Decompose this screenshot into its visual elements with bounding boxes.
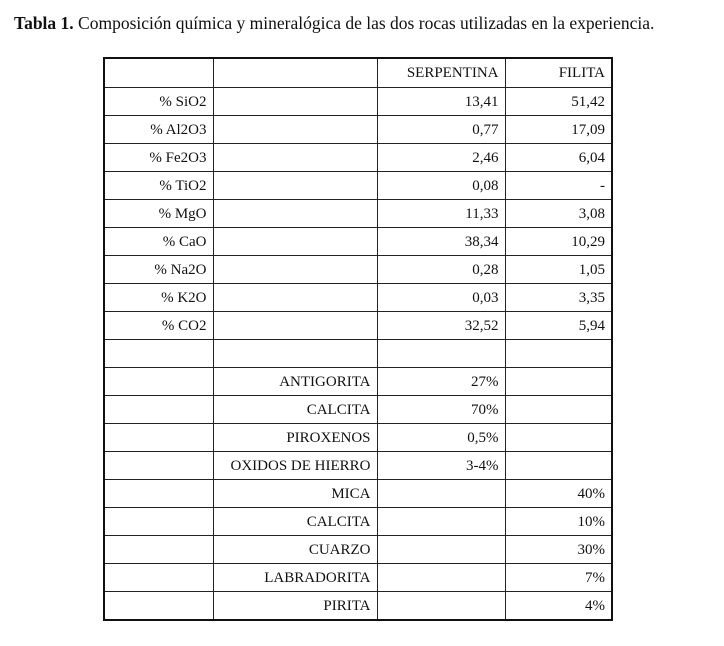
table-row bbox=[104, 172, 612, 200]
mineral-label: PIROXENOS bbox=[213, 424, 377, 452]
chemical-label: % CaO bbox=[104, 228, 213, 256]
filita-value bbox=[505, 368, 612, 396]
empty-cell bbox=[104, 396, 213, 424]
table-row bbox=[104, 396, 612, 424]
filita-value: 10% bbox=[505, 508, 612, 536]
serpentina-value: 0,77 bbox=[377, 116, 505, 144]
header-filita: FILITA bbox=[505, 58, 612, 88]
empty-cell bbox=[104, 368, 213, 396]
chemical-label: % SiO2 bbox=[104, 88, 213, 116]
empty-cell bbox=[213, 200, 377, 228]
filita-value: 51,42 bbox=[505, 88, 612, 116]
table-row bbox=[104, 228, 612, 256]
table-row bbox=[104, 284, 612, 312]
filita-value: 3,35 bbox=[505, 284, 612, 312]
filita-value: 40% bbox=[505, 480, 612, 508]
chemical-label: % CO2 bbox=[104, 312, 213, 340]
filita-value: 17,09 bbox=[505, 116, 612, 144]
serpentina-value: 0,5% bbox=[377, 424, 505, 452]
chemical-label: % Na2O bbox=[104, 256, 213, 284]
serpentina-value: 0,28 bbox=[377, 256, 505, 284]
filita-value: 4% bbox=[505, 592, 612, 621]
table-row bbox=[104, 144, 612, 172]
serpentina-value: 70% bbox=[377, 396, 505, 424]
table-header-row bbox=[104, 58, 612, 88]
serpentina-value: 11,33 bbox=[377, 200, 505, 228]
table-row bbox=[104, 368, 612, 396]
filita-value: 1,05 bbox=[505, 256, 612, 284]
serpentina-value bbox=[377, 508, 505, 536]
mineral-label: CUARZO bbox=[213, 536, 377, 564]
filita-value: 7% bbox=[505, 564, 612, 592]
table-row bbox=[104, 536, 612, 564]
empty-cell bbox=[213, 256, 377, 284]
empty-cell bbox=[213, 284, 377, 312]
table-row bbox=[104, 480, 612, 508]
mineral-label: ANTIGORITA bbox=[213, 368, 377, 396]
empty-cell bbox=[213, 116, 377, 144]
serpentina-value: 2,46 bbox=[377, 144, 505, 172]
serpentina-value: 27% bbox=[377, 368, 505, 396]
table-row bbox=[104, 424, 612, 452]
serpentina-value bbox=[377, 480, 505, 508]
mineral-label: MICA bbox=[213, 480, 377, 508]
composition-table bbox=[103, 57, 613, 621]
empty-cell bbox=[104, 508, 213, 536]
empty-cell bbox=[213, 172, 377, 200]
empty-cell bbox=[104, 480, 213, 508]
filita-value: - bbox=[505, 172, 612, 200]
table-row bbox=[104, 564, 612, 592]
empty-cell bbox=[505, 340, 612, 368]
table-row bbox=[104, 508, 612, 536]
serpentina-value: 32,52 bbox=[377, 312, 505, 340]
filita-value: 6,04 bbox=[505, 144, 612, 172]
table-row bbox=[104, 452, 612, 480]
chemical-label: % TiO2 bbox=[104, 172, 213, 200]
empty-cell bbox=[213, 144, 377, 172]
table-row bbox=[104, 200, 612, 228]
empty-cell bbox=[104, 592, 213, 621]
chemical-label: % Fe2O3 bbox=[104, 144, 213, 172]
empty-cell bbox=[213, 340, 377, 368]
spacer-row bbox=[104, 340, 612, 368]
caption-text: Composición química y mineralógica de las dos rocas utilizadas en la experiencia. bbox=[73, 13, 655, 33]
serpentina-value: 13,41 bbox=[377, 88, 505, 116]
empty-cell bbox=[104, 564, 213, 592]
serpentina-value bbox=[377, 536, 505, 564]
empty-cell bbox=[104, 452, 213, 480]
empty-cell bbox=[213, 88, 377, 116]
filita-value: 3,08 bbox=[505, 200, 612, 228]
empty-cell bbox=[104, 536, 213, 564]
filita-value bbox=[505, 452, 612, 480]
header-cell-empty-1 bbox=[104, 58, 213, 88]
serpentina-value bbox=[377, 564, 505, 592]
filita-value bbox=[505, 424, 612, 452]
mineral-label: PIRITA bbox=[213, 592, 377, 621]
filita-value bbox=[505, 396, 612, 424]
caption-lead: Tabla 1. bbox=[14, 13, 74, 33]
table-row bbox=[104, 116, 612, 144]
mineral-label: CALCITA bbox=[213, 396, 377, 424]
filita-value: 10,29 bbox=[505, 228, 612, 256]
table-caption bbox=[14, 11, 714, 35]
empty-cell bbox=[377, 340, 505, 368]
table-row bbox=[104, 88, 612, 116]
table-row bbox=[104, 592, 612, 621]
serpentina-value: 0,03 bbox=[377, 284, 505, 312]
filita-value: 5,94 bbox=[505, 312, 612, 340]
table-row bbox=[104, 256, 612, 284]
serpentina-value: 38,34 bbox=[377, 228, 505, 256]
mineral-label: CALCITA bbox=[213, 508, 377, 536]
chemical-label: % MgO bbox=[104, 200, 213, 228]
empty-cell bbox=[104, 424, 213, 452]
mineral-label: LABRADORITA bbox=[213, 564, 377, 592]
filita-value: 30% bbox=[505, 536, 612, 564]
empty-cell bbox=[213, 312, 377, 340]
chemical-label: % Al2O3 bbox=[104, 116, 213, 144]
serpentina-value bbox=[377, 592, 505, 621]
table-row bbox=[104, 312, 612, 340]
header-serpentina: SERPENTINA bbox=[377, 58, 505, 88]
header-cell-empty-2 bbox=[213, 58, 377, 88]
serpentina-value: 0,08 bbox=[377, 172, 505, 200]
chemical-label: % K2O bbox=[104, 284, 213, 312]
serpentina-value: 3-4% bbox=[377, 452, 505, 480]
mineral-label: OXIDOS DE HIERRO bbox=[213, 452, 377, 480]
empty-cell bbox=[104, 340, 213, 368]
empty-cell bbox=[213, 228, 377, 256]
